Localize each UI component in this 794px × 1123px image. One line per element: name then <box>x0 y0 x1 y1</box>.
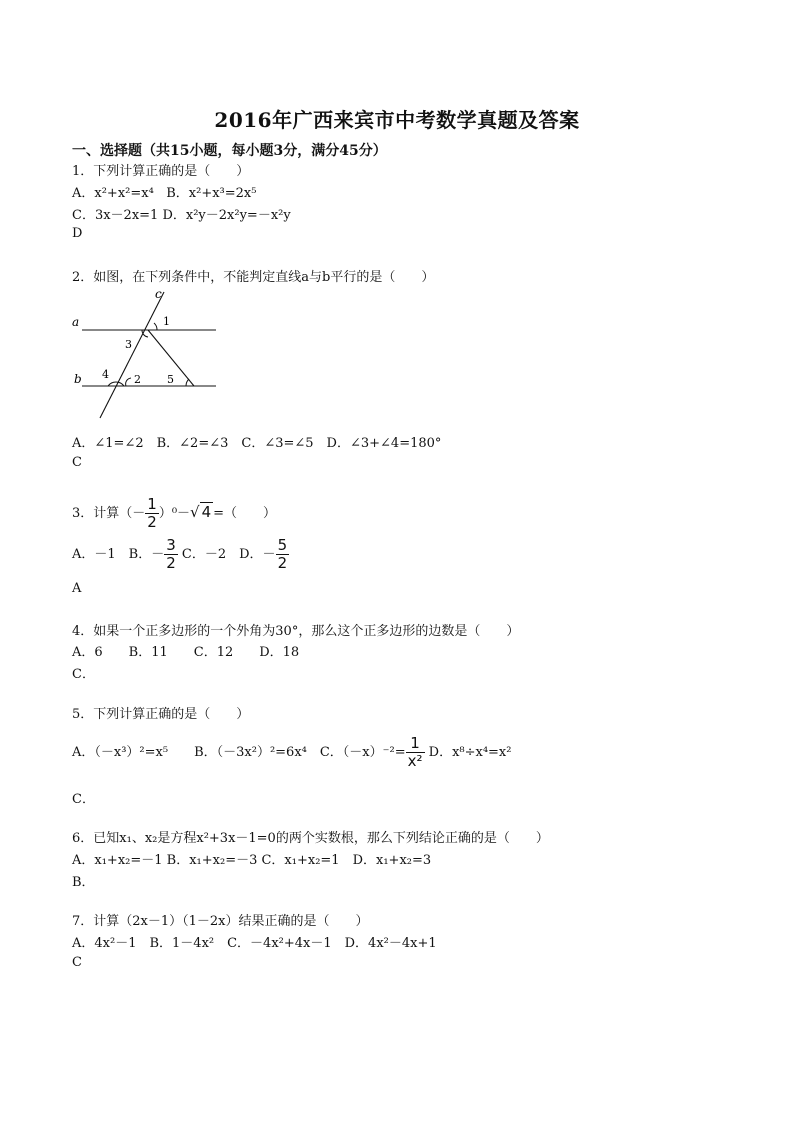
angle-5-arc <box>186 379 189 386</box>
q2-answer: C <box>72 455 82 470</box>
q3-sqrt: √ 4 <box>190 503 212 521</box>
label-b: b <box>74 372 82 386</box>
angle-3-arc <box>142 330 148 337</box>
q2-options: A．∠1=∠2 B．∠2=∠3 C．∠3=∠5 D．∠3+∠4=180° <box>72 436 442 451</box>
label-c: c <box>155 287 162 301</box>
q2-stem: 2．如图，在下列条件中，不能判定直线a与b平行的是（ ） <box>72 270 435 285</box>
label-angle-4: 4 <box>102 368 109 381</box>
q4-stem: 4．如果一个正多边形的一个外角为30°，那么这个正多边形的边数是（ ） <box>72 624 520 639</box>
q3-option-d-fraction: $\frac{5}{2}$ <box>277 536 288 572</box>
q1-option-b: B．x²+x³=2x⁵ <box>166 186 257 201</box>
q7-answer: C <box>72 955 82 970</box>
q3-fraction: $\frac{1}{2}$ <box>147 495 157 531</box>
q4-answer: C． <box>72 667 95 682</box>
q6-answer: B． <box>72 875 95 890</box>
q7-options: A．4x²－1 B．1－4x² C．－4x²+4x－1 D．4x²－4x+1 <box>72 936 437 951</box>
q1-answer: D <box>72 226 83 241</box>
label-angle-1: 1 <box>163 315 170 328</box>
q7-stem: 7．计算（2x－1）（1－2x）结果正确的是（ ） <box>72 914 369 929</box>
q3-answer: A <box>72 581 82 596</box>
q5-stem: 5．下列计算正确的是（ ） <box>72 707 250 722</box>
section-heading: 一、选择题（共15小题，每小题3分，满分45分） <box>72 143 387 159</box>
q6-options: A．x₁+x₂=－1 B．x₁+x₂=－3 C．x₁+x₂=1 D．x₁+x₂=3 <box>72 853 432 868</box>
q1-option-c: C．3x－2x=1 <box>72 208 159 223</box>
label-a: a <box>72 315 80 329</box>
label-angle-2: 2 <box>134 373 141 386</box>
angle-1-arc <box>154 323 157 330</box>
label-angle-5: 5 <box>167 373 174 386</box>
q1-stem: 1．下列计算正确的是（ ） <box>72 164 250 179</box>
q1-options-row2 <box>72 204 291 223</box>
q1-option-d: D．x²y－2x²y=－x²y <box>162 208 291 223</box>
line-c <box>100 292 164 418</box>
label-angle-3: 3 <box>125 338 132 351</box>
q2-figure <box>68 286 228 422</box>
q3-stem: 3．计算（－ $\frac{1}{2}$ ）⁰－√ 4 =（ ） <box>72 495 277 531</box>
q5-option-c-fraction: $\frac{1}{\text{x²}}$ <box>407 734 423 770</box>
page-title: 2016年广西来宾市中考数学真题及答案 <box>214 108 580 132</box>
q3-options: A．－1 B．－ $\frac{3}{2}$ C．－2 D．－ $\frac{5}{2}$ <box>72 536 288 572</box>
angle-2-arc <box>126 378 131 386</box>
q5-answer: C． <box>72 792 95 807</box>
q1-option-a: A．x²+x²=x⁴ <box>72 186 154 201</box>
q1-options-row1 <box>72 182 256 201</box>
q6-stem: 6．已知x₁、x₂是方程x²+3x－1=0的两个实数根，那么下列结论正确的是（ ） <box>72 831 549 846</box>
q3-option-b-fraction: $\frac{3}{2}$ <box>166 536 176 572</box>
q5-options: A．（－x³）²=x⁵ B．（－3x²）²=6x⁴ C．（－x）⁻²= $\frac{1}{\text{x²}}$ D．x⁸÷x⁴=x² <box>72 734 512 770</box>
q4-options: A．6 B．11 C．12 D．18 <box>72 645 300 660</box>
